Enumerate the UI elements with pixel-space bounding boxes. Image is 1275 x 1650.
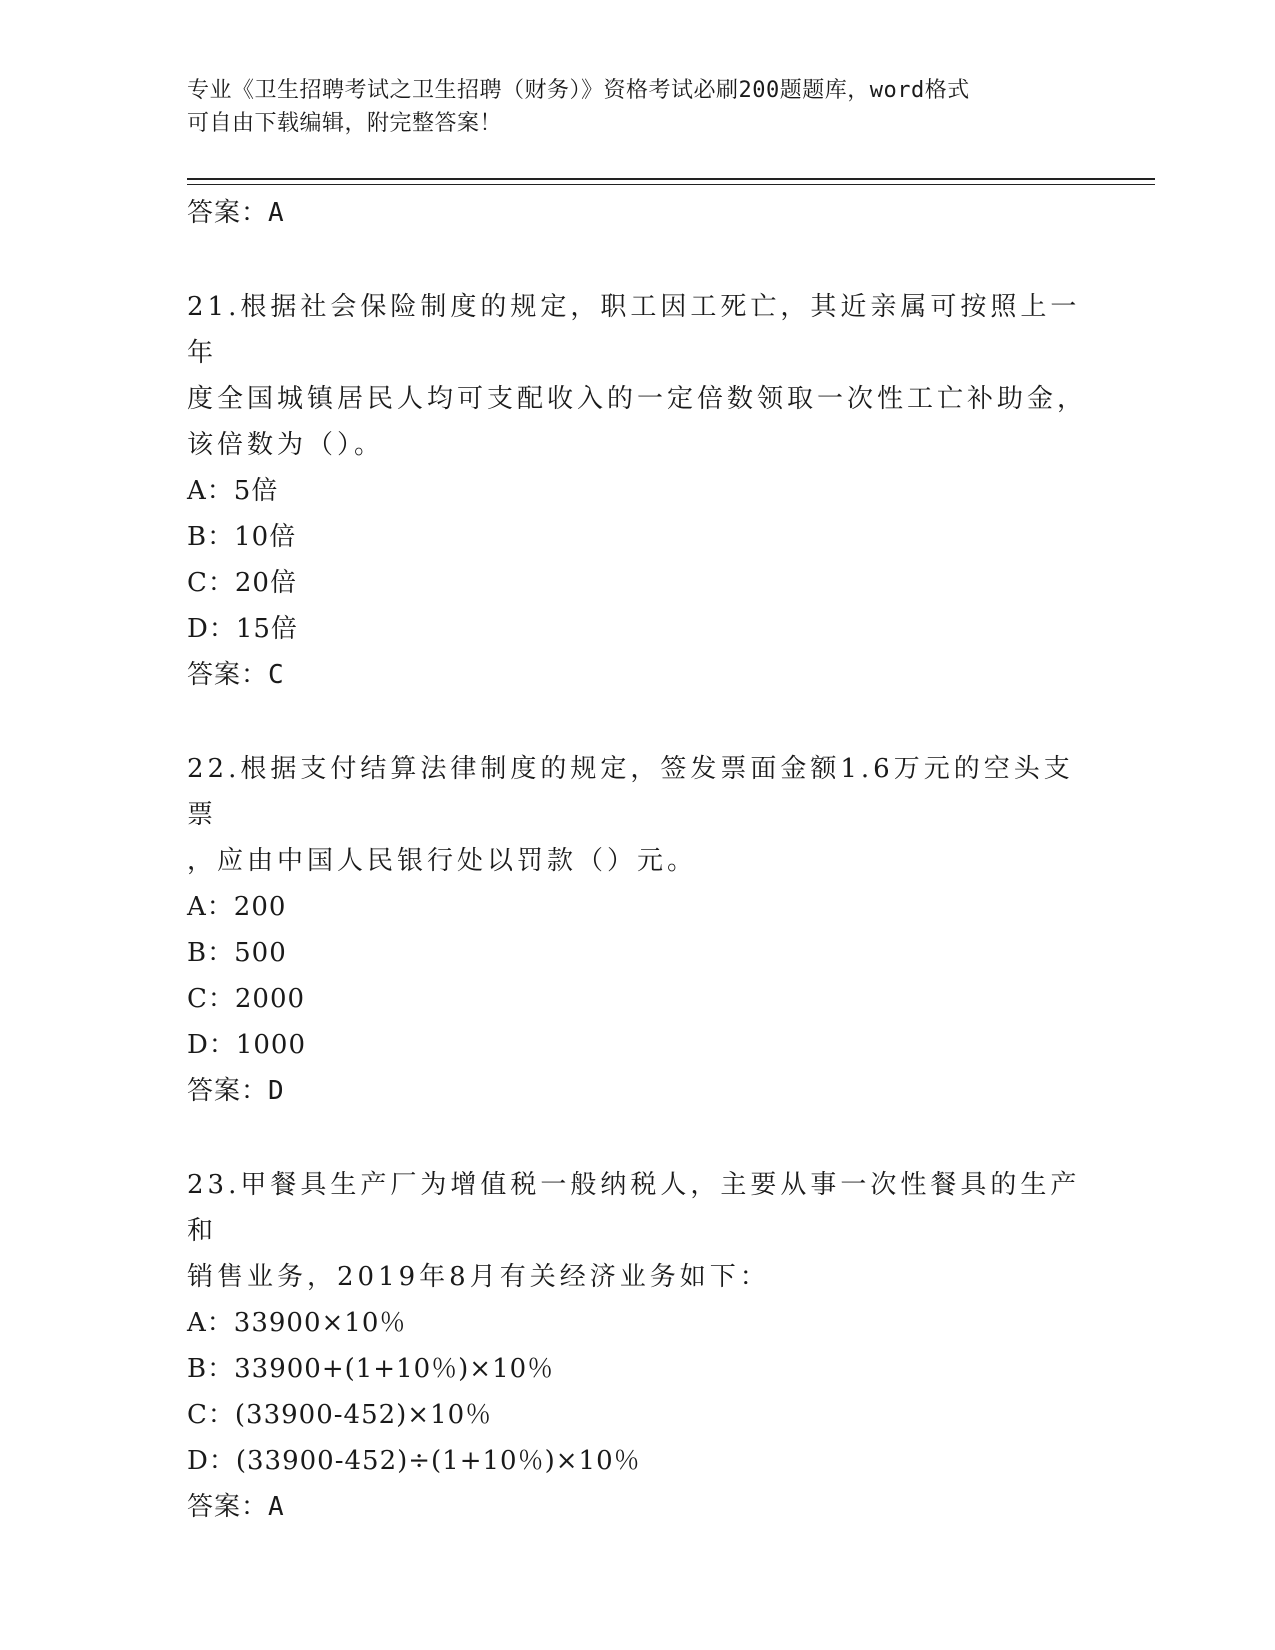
question-item bbox=[187, 284, 1087, 698]
header-line-1: 专业《卫生招聘考试之卫生招聘（财务）》资格考试必刷200题题库，word格式 bbox=[187, 78, 970, 103]
header-line-2: 可自由下载编辑，附完整答案！ bbox=[187, 111, 503, 136]
question-stem bbox=[187, 284, 1087, 468]
question-stem-line: 该倍数为（）。 bbox=[187, 430, 385, 460]
question-item bbox=[187, 746, 1087, 1114]
question-answer: 答案：A bbox=[187, 1492, 285, 1522]
option-b: B：33900+(1+10％)×10％ bbox=[187, 1354, 555, 1384]
header-rule-thin bbox=[187, 184, 1155, 185]
option-d: D：(33900-452)÷(1+10％)×10％ bbox=[187, 1446, 641, 1476]
option-d: D：1000 bbox=[187, 1030, 307, 1060]
question-stem-line: 度全国城镇居民人均可支配收入的一定倍数领取一次性工亡补助金， bbox=[187, 384, 1088, 414]
header-rule-thick bbox=[187, 178, 1155, 180]
option-b: B：10倍 bbox=[187, 522, 297, 552]
option-a: A：5倍 bbox=[187, 476, 279, 506]
option-d: D：15倍 bbox=[187, 614, 298, 644]
option-c: C：20倍 bbox=[187, 568, 297, 598]
option-c: C：(33900-452)×10％ bbox=[187, 1400, 493, 1430]
previous-question-answer: 答案：A bbox=[187, 198, 285, 228]
question-list bbox=[187, 190, 1087, 1530]
option-c: C：2000 bbox=[187, 984, 306, 1014]
question-stem-line: ，应由中国人民银行处以罚款（）元。 bbox=[187, 846, 698, 876]
question-stem-line: 21.根据社会保险制度的规定，职工因工死亡，其近亲属可按照上一年 bbox=[187, 292, 1081, 368]
question-answer: 答案：D bbox=[187, 1076, 285, 1106]
option-a: A：200 bbox=[187, 892, 287, 922]
option-a: A：33900×10％ bbox=[187, 1308, 407, 1338]
question-stem-line: 22.根据支付结算法律制度的规定，签发票面金额1.6万元的空头支票 bbox=[187, 754, 1074, 830]
question-stem-line: 销售业务，2019年8月有关经济业务如下： bbox=[187, 1262, 770, 1292]
document-header bbox=[187, 74, 1087, 140]
option-b: B：500 bbox=[187, 938, 287, 968]
question-stem-line: 23.甲餐具生产厂为增值税一般纳税人，主要从事一次性餐具的生产和 bbox=[187, 1170, 1081, 1246]
question-stem bbox=[187, 746, 1087, 884]
question-stem bbox=[187, 1162, 1087, 1300]
question-answer: 答案：C bbox=[187, 660, 285, 690]
question-item bbox=[187, 1162, 1087, 1530]
